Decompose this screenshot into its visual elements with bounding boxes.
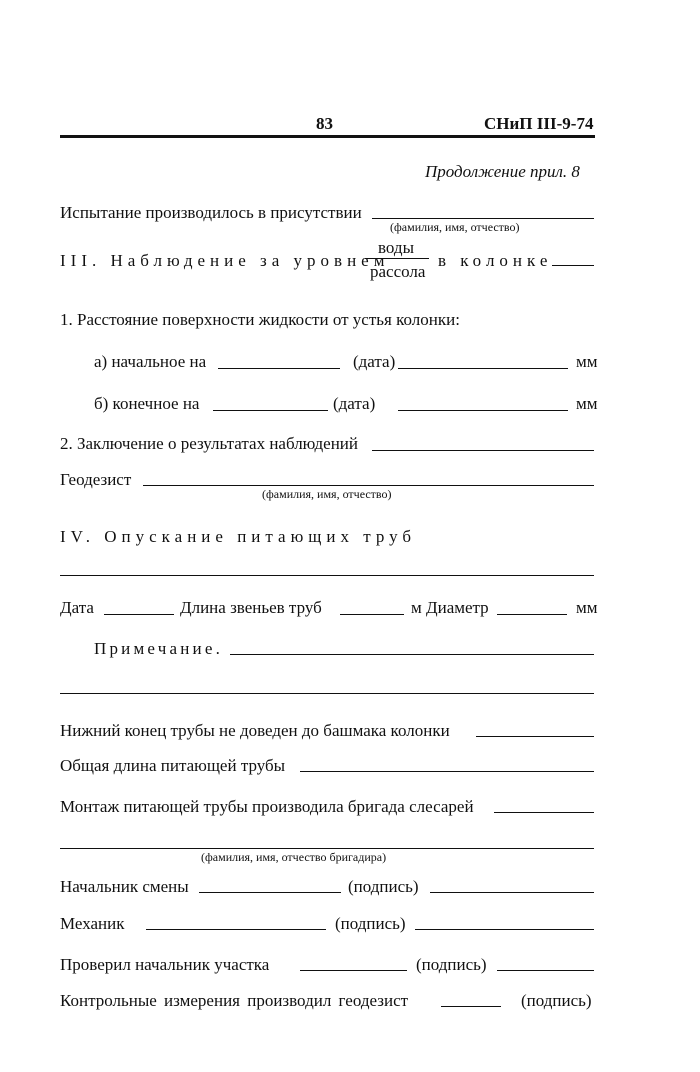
section3-heading-suffix: в колонке [438,251,553,270]
control-field[interactable] [441,1006,501,1007]
page-number: 83 [316,114,333,133]
shift-head-signature-field[interactable] [430,892,594,893]
continuation-note: Продолжение прил. 8 [425,162,580,181]
item1a-label: а) начальное на [94,352,207,371]
item1b-date-label: (дата) [333,394,376,413]
geodesist-label: Геодезист [60,470,132,489]
witness-field[interactable] [372,218,594,219]
date-field[interactable] [104,614,174,615]
item2-label: 2. Заключение о результатах наблюдений [60,434,358,453]
mechanic-field[interactable] [146,929,326,930]
section4-blank-line[interactable] [60,575,594,576]
site-head-field[interactable] [300,970,407,971]
note-label: Примечание. [94,639,224,658]
section3-heading: III. Наблюдение за уровнем [60,251,390,270]
control-label: Контрольные измерения производил геодезист [60,991,409,1010]
item1-label: 1. Расстояние поверхности жидкости от устья колонки: [60,310,460,329]
geodesist-caption: (фамилия, имя, отчество) [262,487,392,501]
section4-heading: IV. Опускание питающих труб [60,527,417,546]
installation-field[interactable] [494,812,594,813]
item1a-unit: мм [576,352,598,371]
shift-head-field[interactable] [199,892,341,893]
site-head-label: Проверил начальник участка [60,955,270,974]
pipe-length-field[interactable] [340,614,404,615]
geodesist-field[interactable] [143,485,594,486]
pipe-length-label: Длина звеньев труб [180,598,322,617]
document-code: СНиП III-9-74 [484,114,594,133]
fraction-bottom: рассола [370,262,426,281]
witness-label: Испытание производилось в присутствии [60,203,362,222]
installation-label: Монтаж питающей трубы производила бригада слесарей [60,797,474,816]
total-length-field[interactable] [300,771,594,772]
conclusion-field[interactable] [372,450,594,451]
item1a-value-field[interactable] [218,368,340,369]
item1b-label: б) конечное на [94,394,200,413]
item1b-value-field[interactable] [213,410,328,411]
shift-head-signature-label: (подпись) [348,877,419,896]
total-length-label: Общая длина питающей трубы [60,756,286,775]
bottom-end-field[interactable] [476,736,594,737]
mechanic-signature-field[interactable] [415,929,594,930]
item1b-unit: мм [576,394,598,413]
fraction-top: воды [378,238,414,257]
site-head-signature-label: (подпись) [416,955,487,974]
item1a-date-field[interactable] [398,368,568,369]
mechanic-signature-label: (подпись) [335,914,406,933]
diameter-label: м Диаметр [411,598,489,617]
column-field[interactable] [552,265,594,266]
note-field[interactable] [230,654,594,655]
foreman-field[interactable] [60,848,594,849]
witness-caption: (фамилия, имя, отчество) [390,220,520,234]
date-label: Дата [60,598,94,617]
note-field-line2[interactable] [60,693,594,694]
bottom-end-label: Нижний конец трубы не доведен до башмака колонки [60,721,450,740]
mechanic-label: Механик [60,914,125,933]
item1a-date-label: (дата) [353,352,396,371]
foreman-caption: (фамилия, имя, отчество бригадира) [201,850,387,864]
fraction-bar [365,258,429,259]
header-rule [60,135,595,138]
control-signature-label: (подпись) [521,991,592,1010]
diameter-field[interactable] [497,614,567,615]
diameter-unit: мм [576,598,598,617]
shift-head-label: Начальник смены [60,877,189,896]
site-head-signature-field[interactable] [497,970,594,971]
item1b-date-field[interactable] [398,410,568,411]
